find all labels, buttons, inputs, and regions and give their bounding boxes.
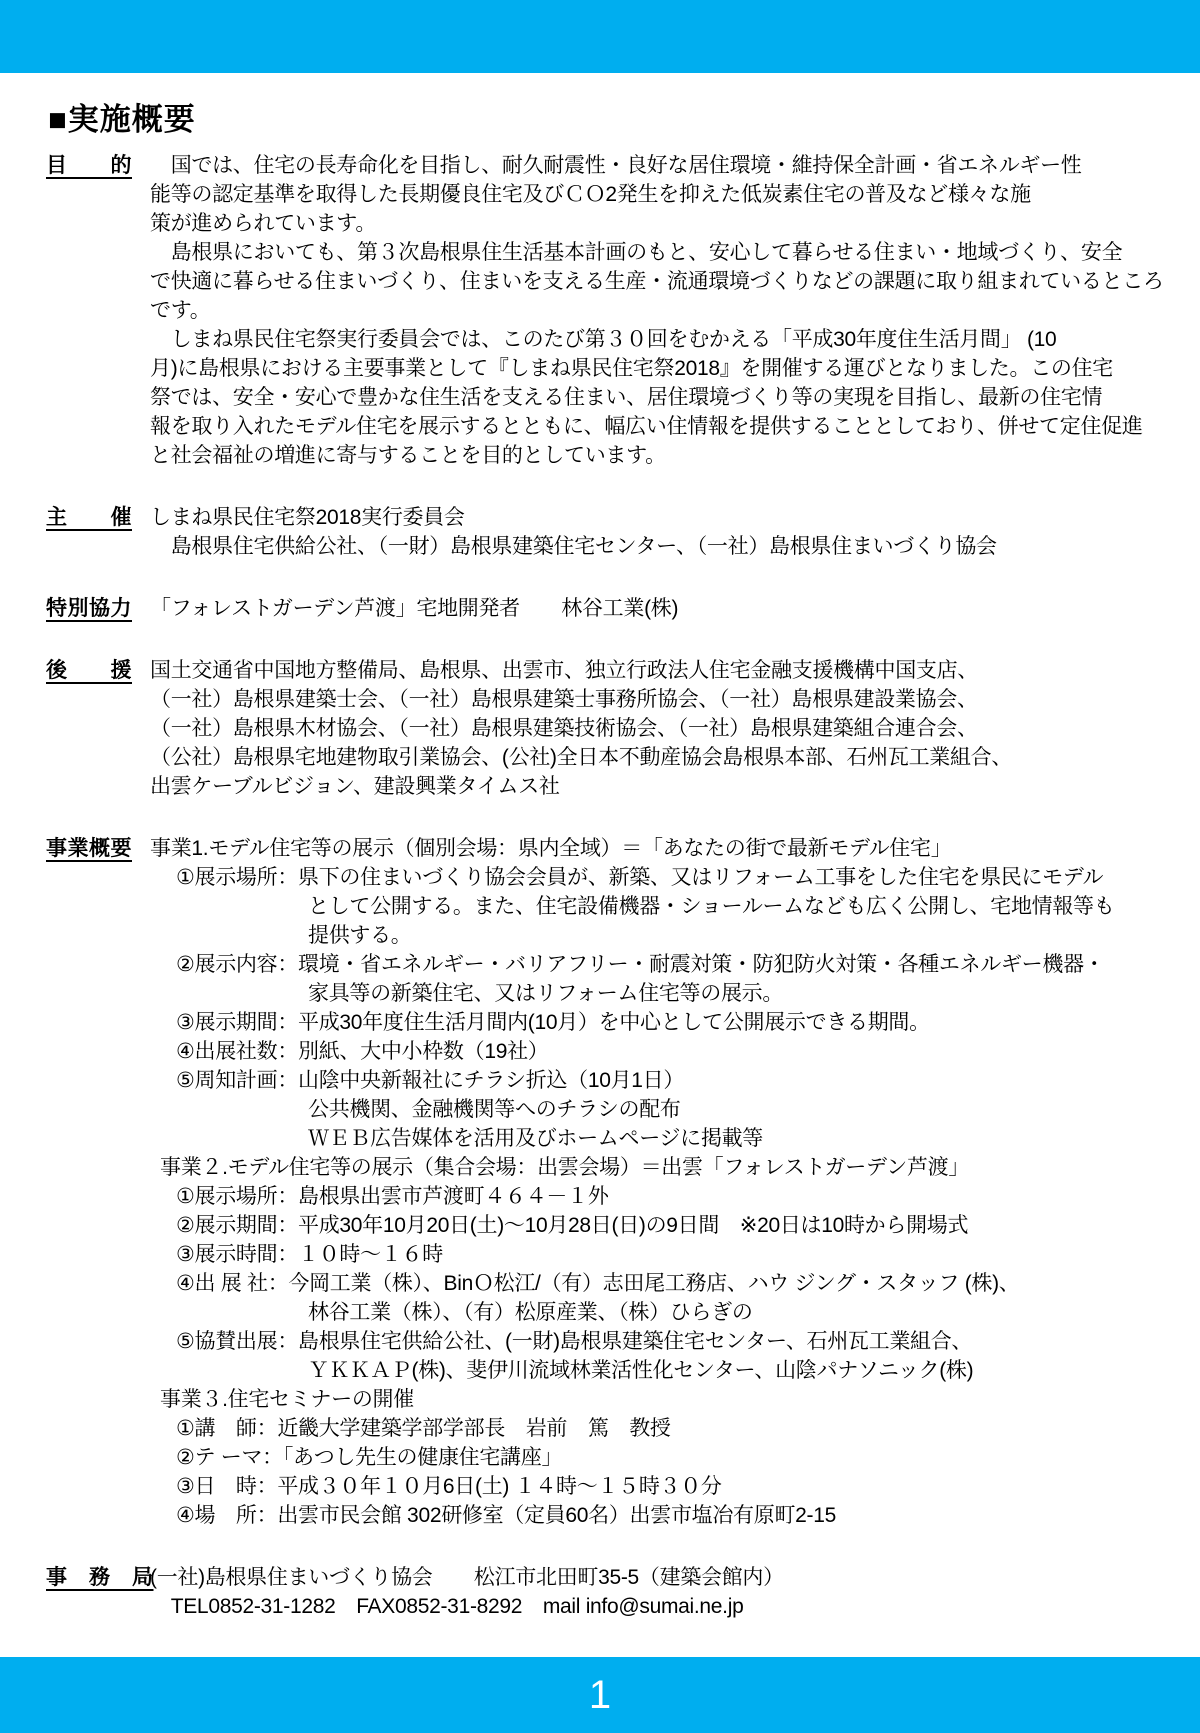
text-line: 国では、住宅の長寿命化を目指し、耐久耐震性・良好な居住環境・維持保全計画・省エネルギー性 — [150, 154, 1082, 177]
text-line: ⑤協賛出展：島根県住宅供給公社、(一財)島根県建築住宅センター、石州瓦工業組合、 — [176, 1330, 973, 1353]
text-line: 提供する。 — [308, 924, 412, 947]
text-line: ②展示内容：環境・省エネルギー・バリアフリー・耐震対策・防犯防火対策・各種エネルギー機器・ — [176, 953, 1105, 976]
text-line: 出雲ケーブルビジョン、建設興業タイムス社 — [150, 775, 560, 798]
section-organizer — [46, 503, 1164, 561]
section-body-purpose — [150, 151, 1164, 470]
text-line: ③展示時間：１０時～１６時 — [176, 1243, 443, 1266]
section-project-overview — [46, 834, 1164, 1530]
text-line: ②展示期間：平成30年10月20日(土)～10月28日(日)の9日間 ※20日は10時から開場式 — [176, 1214, 969, 1237]
text-line: 事業２.モデル住宅等の展示（集合会場：出雲会場）＝出雲「フォレストガーデン芦渡」 — [160, 1156, 970, 1179]
text-line: ①展示場所：島根県出雲市芦渡町４６４－１外 — [176, 1185, 609, 1208]
document-content — [0, 73, 1200, 1621]
section-label-purpose: 目 的 — [46, 154, 132, 177]
section-secretariat — [46, 1563, 1164, 1621]
text-line: ＹＫＫＡＰ(株)、斐伊川流域林業活性化センター、山陰パナソニック(株) — [308, 1359, 974, 1382]
section-label-organizer: 主 催 — [46, 506, 132, 529]
text-line: 家具等の新築住宅、又はリフォーム住宅等の展示。 — [308, 982, 784, 1005]
section-body-support — [150, 656, 1164, 801]
section-label-project-overview: 事業概要 — [46, 837, 132, 860]
text-line: 公共機関、金融機関等へのチラシの配布 — [308, 1098, 681, 1121]
text-line: で快適に暮らせる住まいづくり、住まいを支える生産・流通環境づくりなどの課題に取り組まれているところ — [150, 270, 1164, 293]
text-line: ④出展社数：別紙、大中小枠数（19社） — [176, 1040, 549, 1063]
text-line: 林谷工業（株）、（有）松原産業、（株）ひらぎの — [308, 1301, 753, 1324]
section-label-secretariat: 事 務 局 — [46, 1566, 154, 1589]
text-line: ③日 時：平成３０年１０月6日(土) １４時～１５時３０分 — [176, 1475, 722, 1498]
text-line: 策が進められています。 — [150, 212, 377, 235]
text-line: ①講 師：近畿大学建築学部学部長 岩前 篤 教授 — [176, 1417, 671, 1440]
text-line: ④出 展 社：今岡工業（株）、BinＯ松江/（有）志田尾工務店、ハウ ジング・スタッフ (株)、 — [176, 1272, 1020, 1295]
text-line: （一社）島根県木材協会、（一社）島根県建築技術協会、（一社）島根県建築組合連合会、 — [150, 717, 978, 740]
text-line: 国土交通省中国地方整備局、島根県、出雲市、独立行政法人住宅金融支援機構中国支店、 — [150, 659, 978, 682]
text-line: 事業３.住宅セミナーの開催 — [160, 1388, 414, 1411]
section-support — [46, 656, 1164, 801]
page-number: 1 — [588, 1673, 612, 1717]
section-label-support: 後 援 — [46, 659, 132, 682]
section-body-special-cooperation — [150, 594, 1164, 623]
text-line: として公開する。また、住宅設備機器・ショールームなども広く公開し、宅地情報等も — [308, 895, 1115, 918]
text-line: (一社)島根県住まいづくり協会 松江市北田町35-5（建築会館内） — [150, 1566, 784, 1589]
section-purpose — [46, 151, 1164, 470]
header-bar — [0, 0, 1200, 73]
text-line: ④場 所：出雲市民会館 302研修室（定員60名）出雲市塩冶有原町2-15 — [176, 1504, 836, 1527]
text-line: 報を取り入れたモデル住宅を展示するとともに、幅広い住情報を提供することとしており、併せて定住促進 — [150, 415, 1143, 438]
text-line: 事業1.モデル住宅等の展示（個別会場：県内全域）＝「あなたの街で最新モデル住宅」 — [150, 837, 952, 860]
section-label-special-cooperation: 特別協力 — [46, 597, 132, 620]
text-line: 島根県住宅供給公社、（一財）島根県建築住宅センター、（一社）島根県住まいづくり協会 — [150, 535, 997, 558]
text-line: （公社）島根県宅地建物取引業協会、(公社)全日本不動産協会島根県本部、石州瓦工業組合、 — [150, 746, 1013, 769]
text-line: ①展示場所：県下の住まいづくり協会会員が、新築、又はリフォーム工事をした住宅を県民にモデル — [176, 866, 1104, 889]
page-title: ■実施概要 — [48, 102, 196, 137]
text-line: 島根県においても、第３次島根県住生活基本計画のもと、安心して暮らせる住まい・地域づくり、安全 — [150, 241, 1123, 264]
text-line: ＷＥＢ広告媒体を活用及びホームページに掲載等 — [308, 1127, 763, 1150]
section-body-organizer — [150, 503, 1164, 561]
text-line: ③展示期間：平成30年度住生活月間内(10月）を中心として公開展示できる期間。 — [176, 1011, 930, 1034]
footer-bar — [0, 1657, 1200, 1733]
section-body-secretariat — [150, 1563, 1164, 1621]
text-line: TEL0852-31-1282 FAX0852-31-8292 mail info@sumai.ne.jp — [150, 1595, 744, 1618]
text-line: です。 — [150, 299, 211, 322]
text-line: しまね県民住宅祭2018実行委員会 — [150, 506, 465, 529]
text-line: と社会福祉の増進に寄与することを目的としています。 — [150, 444, 666, 467]
text-line: 祭では、安全・安心で豊かな住生活を支える住まい、居住環境づくり等の実現を目指し、最新の住宅情 — [150, 386, 1103, 409]
section-special-cooperation — [46, 594, 1164, 623]
text-line: ②テ ーマ：「あつし先生の健康住宅講座」 — [176, 1446, 563, 1469]
text-line: 「フォレストガーデン芦渡」宅地開発者 林谷工業(株) — [150, 597, 679, 620]
text-line: しまね県民住宅祭実行委員会では、このたび第３０回をむかえる「平成30年度住生活月間」 (10 — [150, 328, 1057, 351]
text-line: （一社）島根県建築士会、（一社）島根県建築士事務所協会、（一社）島根県建設業協会、 — [150, 688, 978, 711]
text-line: 月)に島根県における主要事業として『しまね県民住宅祭2018』を開催する運びとなりました。この住宅 — [150, 357, 1114, 380]
section-body-project-overview — [150, 834, 1164, 1530]
text-line: 能等の認定基準を取得した長期優良住宅及びＣＯ2発生を抑えた低炭素住宅の普及など様々な施 — [150, 183, 1031, 206]
sections-container — [46, 151, 1164, 1621]
text-line: ⑤周知計画：山陰中央新報社にチラシ折込（10月1日） — [176, 1069, 685, 1092]
